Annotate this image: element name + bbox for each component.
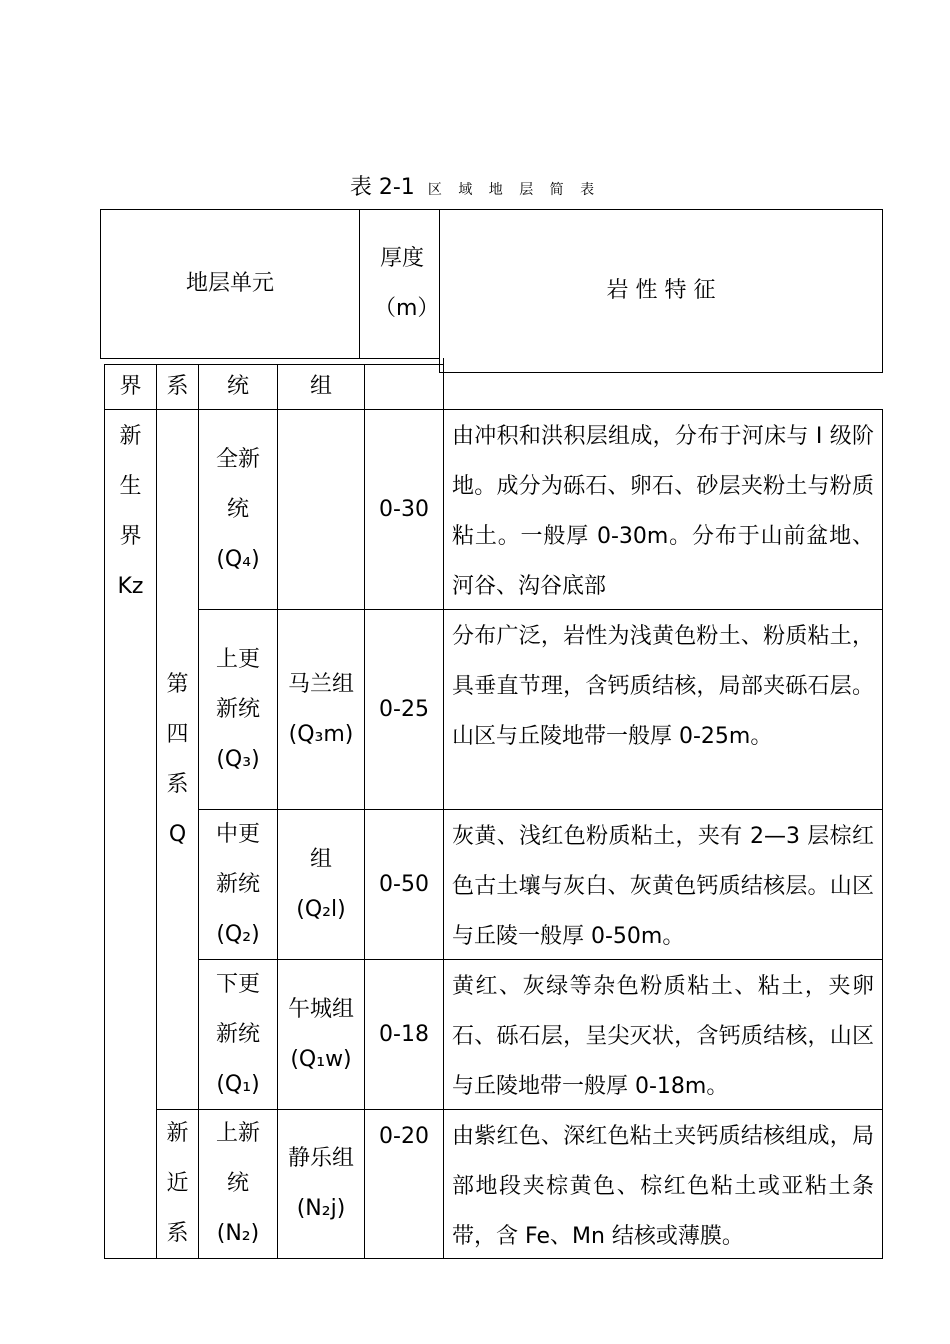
thickness-cell: 0-18 (379, 1021, 429, 1047)
series-cell: 下更新统(Q₁) (215, 971, 260, 1097)
rule (882, 209, 883, 373)
formation-cell (278, 410, 364, 609)
rule (100, 358, 440, 359)
thickness-cell: 0-50 (379, 871, 429, 897)
lithology-cell: 灰黄、浅红色粉质粘土，夹有 2—3 层棕红色古土壤与灰白、灰黄色钙质结核层。山区与丘陵一般厚 0-50m。 (452, 824, 874, 949)
header-lithology: 岩 性 特 征 (606, 278, 716, 303)
formation-cell: 组(Q₂l) (296, 846, 346, 922)
rule (359, 209, 360, 359)
lithology-cell: 黄红、灰绿等杂色粉质粘土、粘土，夹卵石、砾石层，呈尖灭状，含钙质结核，山区与丘陵地带一般厚 0-18m。 (452, 974, 874, 1099)
era-cell: 新生界Kz (117, 424, 144, 599)
lithology-cell: 分布广泛，岩性为浅黄色粉土、粉质粘土，具垂直节理，含钙质结核，局部夹砾石层。山区与丘陵地带一般厚 0-25m。 (452, 624, 874, 749)
system-quaternary: 第四系Q (166, 672, 189, 847)
series-cell: 中更新统(Q₂) (215, 821, 260, 947)
rule (440, 372, 883, 373)
series-cell: 上新统(N₂) (215, 1121, 260, 1246)
thickness-cell: 0-20 (379, 1124, 429, 1149)
table-title: 区 域 地 层 简 表 (427, 182, 601, 198)
header-zu: 组 (309, 374, 332, 399)
rule (882, 409, 883, 1259)
formation-cell: 午城组(Q₁w) (288, 996, 355, 1072)
header-jie: 界 (119, 374, 142, 399)
table-number: 表 2-1 (349, 175, 415, 200)
table-caption (0, 170, 950, 201)
formation-cell: 马兰组(Q₃m) (288, 671, 355, 747)
lithology-cell: 由紫红色、深红色粘土夹钙质结核组成，局部地段夹棕黄色、棕红色粘土或亚粘土条带，含 Fe、Mn 结核或薄膜。 (452, 1124, 874, 1249)
series-cell: 全新统(Q₄) (215, 446, 260, 572)
series-cell: 上更新统(Q₃) (215, 646, 260, 772)
thickness-cell: 0-30 (379, 496, 429, 522)
header-unit: 地层单元 (185, 271, 274, 296)
lithology-cell: 由冲积和洪积层组成，分布于河床与 I 级阶地。成分为砾石、卵石、砂层夹粉土与粉质粘土。一般厚 0-30m。分布于山前盆地、河谷、沟谷底部 (452, 424, 874, 599)
system-neogene: 新近系 (166, 1121, 189, 1246)
header-thickness: 厚度（m） (374, 246, 440, 321)
header-tong: 统 (226, 374, 249, 399)
header-xi: 系 (166, 374, 189, 399)
rule (443, 358, 444, 1259)
formation-cell: 静乐组(N₂j) (288, 1146, 355, 1221)
thickness-cell: 0-25 (379, 696, 429, 722)
